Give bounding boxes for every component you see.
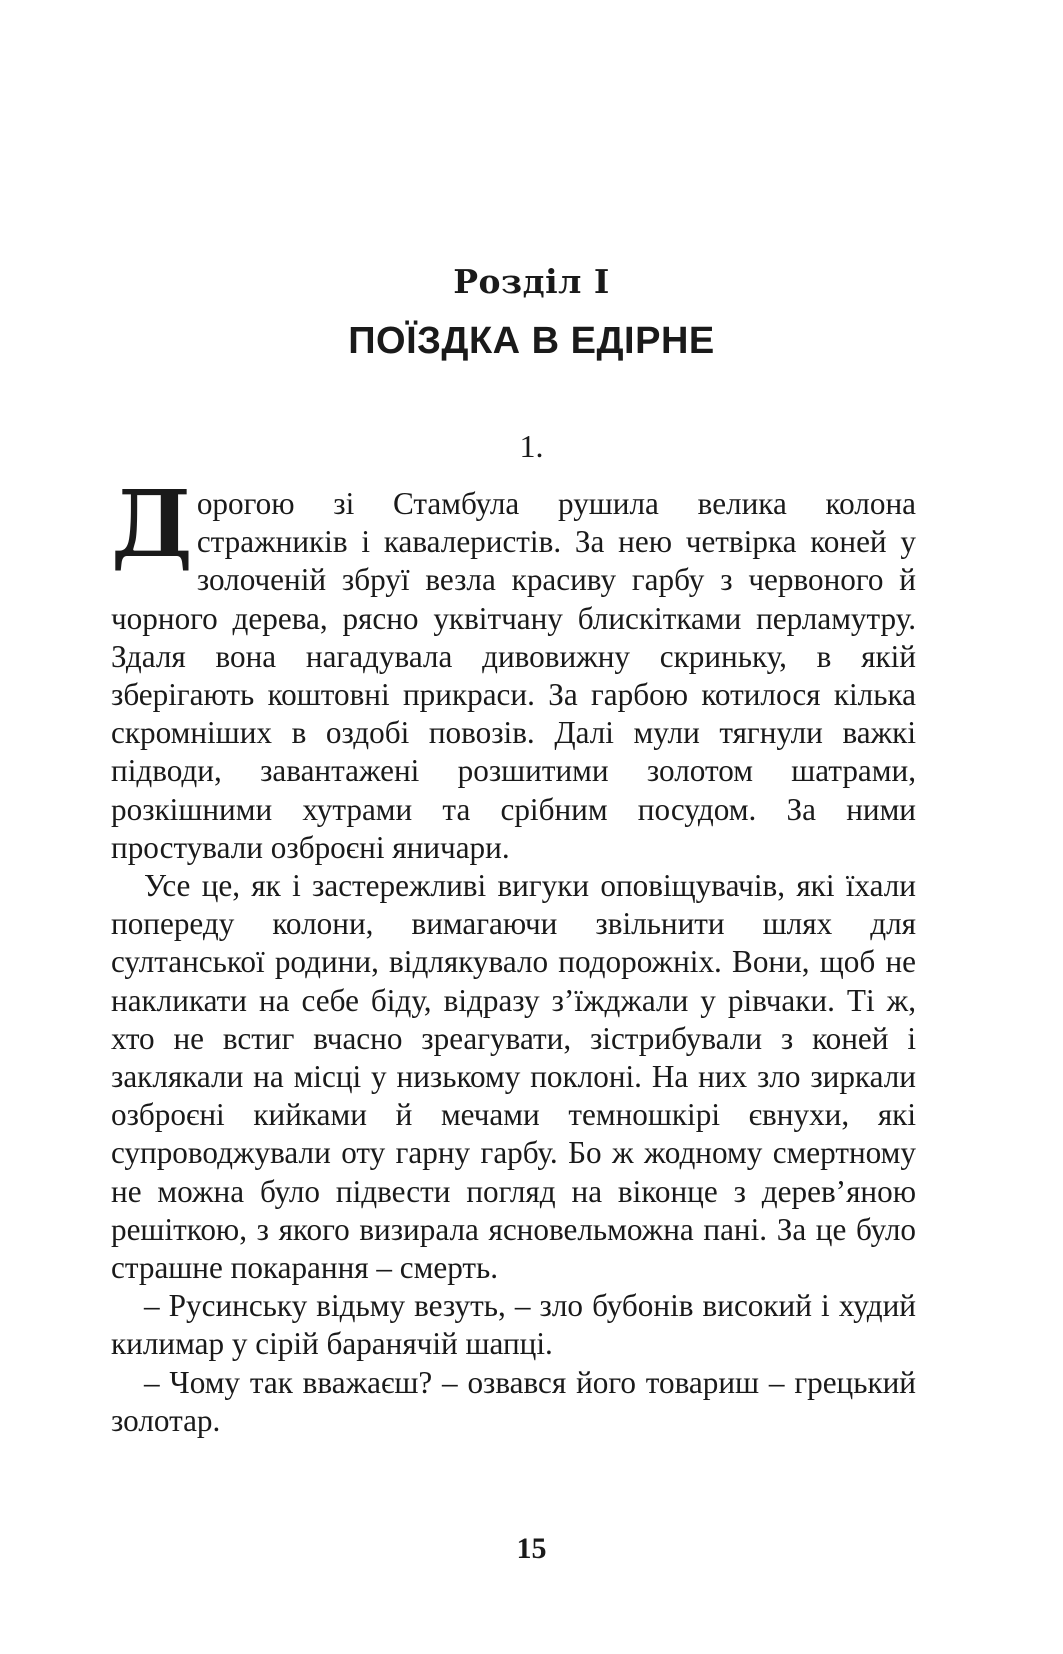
paragraph-1-text: орогою зі Стамбула рушила велика колона стражників і кавалеристів. За нею четвірка коней у золоченій збруї везла красиву гарбу з червоного й чорного дерева, рясно уквітчану блискітками перламутру. Здаля вона нагадувала дивовижну скриньку, в якій зберігають коштовні прикраси. За гарбою котилося кілька скромніших в оздобі повозів. Далі мули тягнули важкі підводи, завантажені розшитими золотом шатрами, розкішними хутрами та срібним посудом. За ними простували озброєні яничари. (111, 486, 916, 865)
paragraph-4: – Чому так вважаєш? – озвався його товариш – грецький золотар. (111, 1364, 916, 1438)
page-number: 15 (516, 1532, 547, 1565)
body-text (111, 470, 916, 1440)
chapter-label: Розділ І (453, 262, 610, 301)
paragraph-1 (111, 470, 916, 867)
section-number: 1. (519, 428, 544, 464)
drop-cap: Д (111, 470, 191, 578)
chapter-title: ПОЇЗДКА В ЕДІРНЕ (348, 320, 715, 362)
paragraph-3: – Русинську відьму везуть, – зло бубонів високий і худий килимар у сірій баранячій шапці. (111, 1288, 916, 1362)
paragraph-2: Усе це, як і застережливі вигуки оповіщувачів, які їхали попереду колони, вимагаючи звільнити шлях для султанської родини, відлякувало подорожніх. Вони, щоб не накликати на себе біду, відразу з’їжджали у рівчаки. Ті ж, хто не встиг вчасно зреагувати, зістрибували з коней і заклякали на місці у низькому поклоні. На них зло зиркали озброєні кийками й мечами темношкірі євнухи, які супроводжували оту гарну гарбу. Бо ж жодному смертному не можна було підвести погляд на віконце з дерев’яною решіткою, з якого визирала ясновельможна пані. За це було страшне покарання – смерть. (111, 868, 916, 1286)
